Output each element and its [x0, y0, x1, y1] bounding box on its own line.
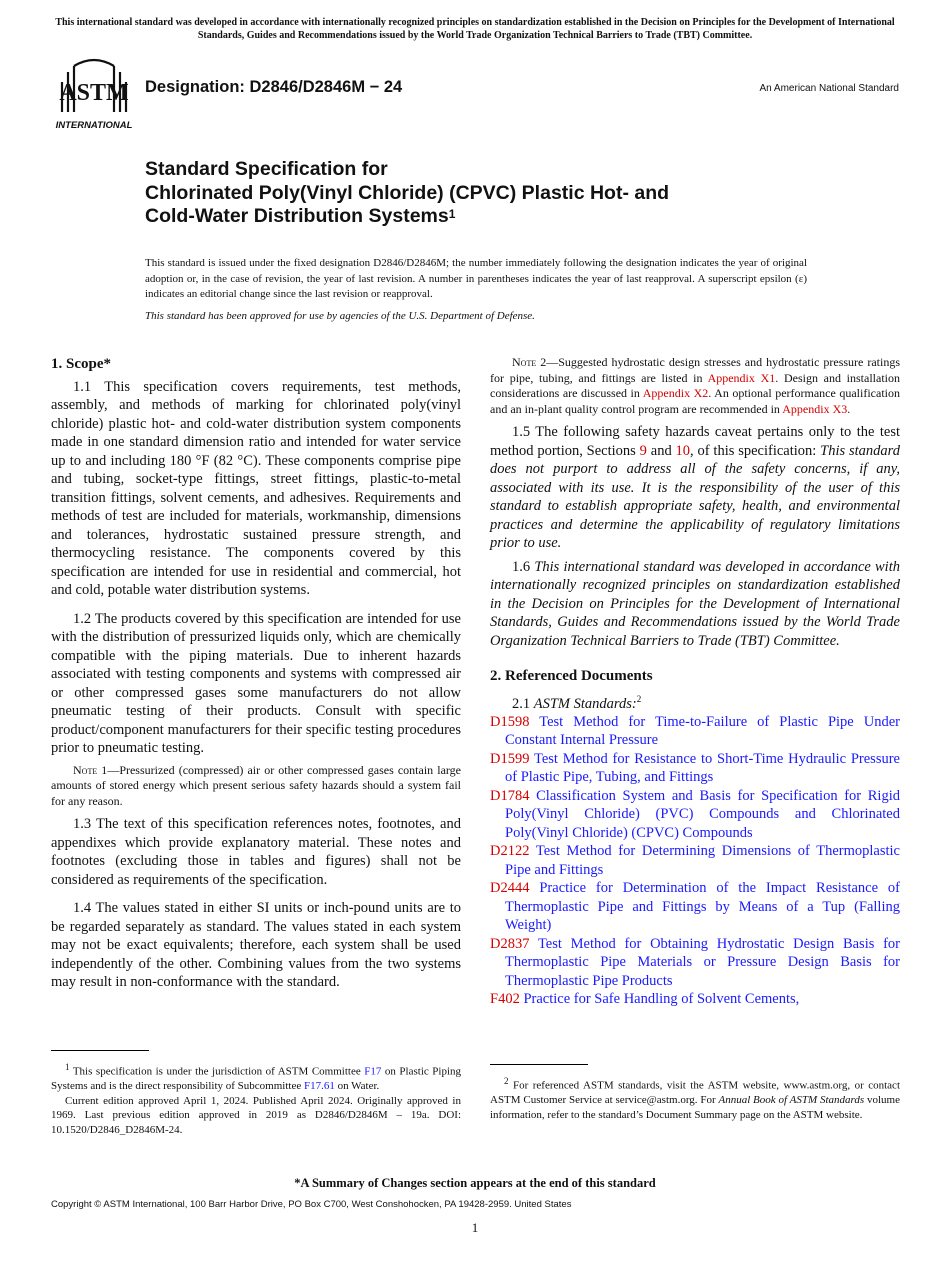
reference-list	[490, 713, 900, 1009]
reference-code-link[interactable]: D1599	[490, 750, 530, 767]
footnote-2-text-a: For referenced ASTM standards, visit the ASTM website, www.astm.org, or contact ASTM Customer Service at service@astm.org. For	[490, 1079, 900, 1107]
paragraph-1-3: 1.3 The text of this specification references notes, footnotes, and appendixes which provide explanatory material. These notes and footnotes (excluding those in tables and figures) shall not be considered as requirements of the specification.	[51, 816, 461, 888]
note-2-label: Note 2	[512, 355, 547, 369]
summary-of-changes-note: *A Summary of Changes section appears at the end of this standard	[294, 1176, 656, 1190]
footnote-2	[490, 1074, 900, 1122]
reference-title-link[interactable]: Practice for Determination of the Impact Resistance of Thermoplastic Pipe and Fittings by Means of a Tup (Falling Weight)	[505, 880, 900, 934]
title-line-1: Standard Specification for	[145, 158, 388, 180]
designation: Designation: D2846/D2846M − 24	[145, 78, 403, 96]
footnote-1	[51, 1060, 461, 1137]
committee-f17-link[interactable]: F17	[364, 1065, 382, 1078]
reference-title-link[interactable]: Classification System and Basis for Specification for Rigid Poly(Vinyl Chloride) (PVC) Compounds and Chlorinated Poly(Vinyl Chloride) (CPVC) Compounds	[505, 787, 900, 841]
footnote-1-text-c: on Water.	[334, 1080, 380, 1093]
footnote-1-text-b: on Plastic Piping Systems and is the direct responsibility of Subcommittee	[51, 1065, 462, 1093]
ans-label: An American National Standard	[759, 83, 899, 94]
note-1	[51, 763, 461, 810]
reference-item	[490, 713, 900, 750]
footnote-1-p2: Current edition approved April 1, 2024. Published April 2024. Originally approved in 1969. Last previous edition approved in 2019 as D2846/D2846M – 19a. DOI: 10.1520/D2846_D2846M-24.	[51, 1094, 461, 1136]
dod-statement: This standard has been approved for use by agencies of the U.S. Department of Defense.	[145, 310, 535, 322]
p1-5-italic: This standard does not purport to address all of the safety concerns, if any, associated with its use. It is the responsibility of the user of this standard to establish appropriate safety, health, and environmental practices and determine the applicability of regulatory limitations prior to use.	[490, 442, 901, 551]
appendix-x2-link[interactable]: Appendix X2	[642, 386, 709, 400]
title-line-3-text: Cold-Water Distribution Systems	[145, 205, 449, 227]
reference-code-link[interactable]: D1784	[490, 787, 530, 804]
astm-logo-icon	[52, 56, 136, 132]
footnote-2-p1	[490, 1074, 900, 1122]
footnote-rule-right	[490, 1064, 588, 1065]
footnote-2-mark: 2	[504, 1076, 509, 1086]
footnote-2-text-b: volume information, refer to the standard’s Document Summary page on the ASTM website.	[490, 1094, 900, 1121]
p1-5-and: and	[646, 442, 676, 459]
left-column	[51, 355, 461, 997]
footnote-rule-left	[51, 1050, 149, 1051]
reference-title-link[interactable]: Test Method for Determining Dimensions of Thermoplastic Pipe and Fittings	[505, 843, 900, 878]
scope-heading: 1. Scope*	[51, 356, 111, 372]
note-1-text: —Pressurized (compressed) air or other compressed gases contain large amounts of stored energy which present serious safety hazards should a system fail for any reason.	[51, 762, 462, 808]
p1-6-italic: This international standard was developed in accordance with internationally recognized principles on standardization established in the Decision on Principles for the Development of International Standards, Guides and Recommendations issued by the World Trade Organization Technical Barriers to Trade (TBT) Committee.	[490, 558, 900, 649]
paragraph-1-4: 1.4 The values stated in either SI units or inch-pound units are to be regarded separately as standard. The values stated in each system may not be exact equivalents; therefore, each system shall be used independently of the other. Combining values from the two systems may result in non-conformance with the standard.	[51, 900, 461, 990]
p2-1-italic: ASTM Standards:	[533, 695, 637, 712]
title-line-2: Chlorinated Poly(Vinyl Chloride) (CPVC) Plastic Hot- and	[145, 181, 670, 204]
reference-code-link[interactable]: D2122	[490, 843, 530, 860]
section-9-link[interactable]: 9	[639, 442, 647, 459]
reference-title-link[interactable]: Test Method for Time-to-Failure of Plastic Pipe Under Constant Internal Pressure	[505, 713, 900, 749]
footnote-1-mark: 1	[65, 1062, 70, 1072]
p1-6-num: 1.6	[512, 558, 535, 575]
note-1-label: Note 1	[73, 762, 108, 777]
top-notice: This international standard was developed in accordance with internationally recognized principles on standardization established in the Decision on Principles for the Development of International Standards, Guides and Recommendations issued by the World Trade Organization Technical Barriers to Trade (TBT) Committee.	[55, 17, 895, 41]
p1-5-text-a: 1.5 The following safety hazards caveat pertains only to the test method portion, Sections	[490, 424, 900, 459]
appendix-x1-link[interactable]: Appendix X1	[707, 370, 776, 385]
reference-title-link[interactable]: Practice for Safe Handling of Solvent Cements,	[519, 991, 800, 1008]
reference-item	[490, 787, 900, 843]
note-2-text-b: . Design and installation considerations are discussed in	[490, 370, 901, 400]
note-2-text-a: —Suggested hydrostatic design stresses and hydrostatic pressure ratings for pipe, tubing, and fittings are listed in	[490, 355, 900, 385]
page-number: 1	[471, 1220, 479, 1235]
subcommittee-f17-61-link[interactable]: F17.61	[303, 1080, 335, 1093]
reference-item	[490, 935, 900, 991]
logo-text: ASTM	[59, 80, 129, 106]
paragraph-2-1	[490, 690, 900, 713]
reference-code-link[interactable]: D1598	[490, 713, 530, 730]
reference-code-link[interactable]: F402	[490, 991, 520, 1008]
reference-item	[490, 750, 900, 787]
paragraph-1-2: 1.2 The products covered by this specification are intended for use with the distribution of pressurized liquids only, which are chemically compatible with the piping materials. Due to inherent hazards associated with testing components and systems with compressed air or other compressed gases some manufacturers do not allow pneumatic testing of their products. Consult with specific product/component manufacturers for their specific testing procedures prior to pneumatic testing.	[51, 610, 461, 756]
p2-1-num: 2.1	[512, 695, 534, 712]
paragraph-1-1: 1.1 This specification covers requirements, test methods, assembly, and methods of marking for chlorinated poly(vinyl chloride) plastic hot- and cold-water distribution system components made in one standard dimension ratio and intended for water service up to and including 180 °F (82 °C). These components comprise pipe and tubing, socket-type fittings, street fittings, plastic-to-metal transition fittings, solvent cements, and adhesives. Requirements and methods of test are included for materials, workmanship, dimensions and tolerances, hydrostatic sustained pressure strength, and thermocycling resistance. The components covered by this specification are intended for use in residential and commercial, hot and cold, potable water distribution systems.	[51, 378, 461, 598]
title-line-3	[145, 205, 825, 229]
p1-5-text-b: , of this specification:	[690, 442, 821, 459]
footnote-2-italic: Annual Book of ASTM Standards	[718, 1094, 865, 1107]
footnote-1-text-a: This specification is under the jurisdiction of ASTM Committee	[69, 1065, 365, 1078]
referenced-documents-heading: 2. Referenced Documents	[490, 668, 653, 684]
astm-logo	[52, 56, 136, 132]
note-2-text-d: .	[847, 401, 851, 416]
intro-text: This standard is issued under the fixed designation D2846/D2846M; the number immediately following the designation indicates the year of original adoption or, in the case of revision, the year of last revision. A number in parentheses indicates the year of last reapproval. A superscript epsilon (ε) indicates an editorial change since the last revision or reapproval.	[145, 257, 807, 300]
title-footnote-mark[interactable]: 1	[448, 207, 456, 221]
logo-subtext: INTERNATIONAL	[55, 120, 133, 131]
reference-code-link[interactable]: D2837	[490, 935, 530, 952]
reference-title-link[interactable]: Test Method for Resistance to Short-Time Hydraulic Pressure of Plastic Pipe, Tubing, and Fittings	[505, 750, 900, 786]
right-column	[490, 355, 900, 1009]
appendix-x3-link[interactable]: Appendix X3	[782, 401, 848, 416]
footnote-1-p1	[51, 1060, 461, 1094]
note-2-text-c: . An optional performance qualification and an in-plant quality control program are recommended in	[490, 386, 900, 416]
reference-item	[490, 842, 900, 879]
reference-code-link[interactable]: D2444	[490, 880, 530, 897]
p2-1-footnote-mark[interactable]: 2	[636, 693, 642, 704]
reference-item	[490, 990, 900, 1009]
paragraph-1-5	[490, 423, 900, 553]
section-10-link[interactable]: 10	[675, 442, 691, 459]
copyright: Copyright © ASTM International, 100 Barr Harbor Drive, PO Box C700, West Conshohocken, PA 19428-2959. United States	[51, 1199, 572, 1210]
reference-title-link[interactable]: Test Method for Obtaining Hydrostatic Design Basis for Thermoplastic Pipe Materials or Pressure Design Basis for Thermoplastic Pipe Products	[505, 935, 900, 989]
paragraph-1-6	[490, 558, 900, 651]
document-title	[145, 158, 825, 229]
reference-item	[490, 879, 900, 935]
note-2	[490, 355, 900, 417]
